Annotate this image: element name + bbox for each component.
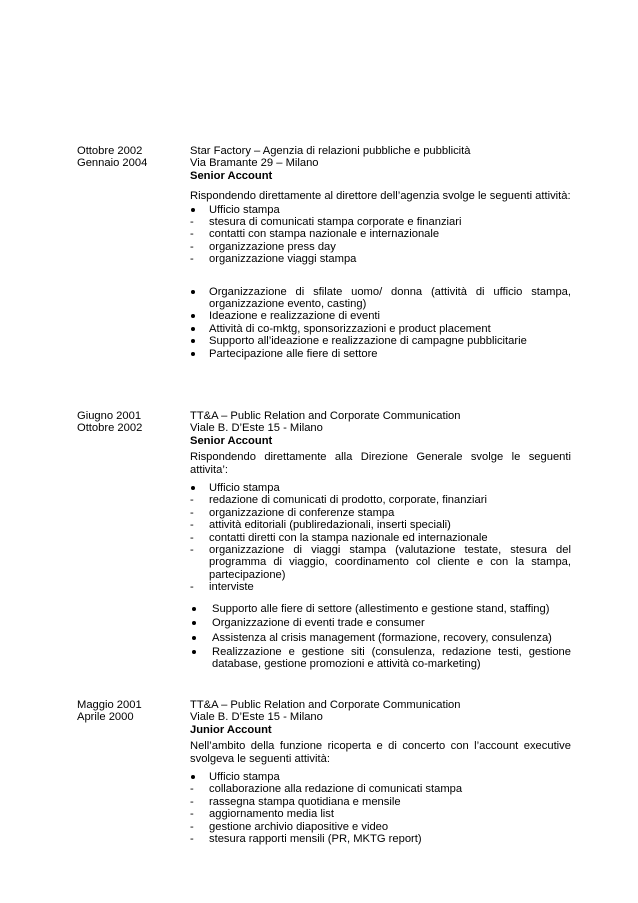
list-item: Supporto alle fiere di settore (allestimento e gestione stand, staffing) xyxy=(212,602,550,615)
list-item: Organizzazione di eventi trade e consumer xyxy=(212,617,425,630)
list-item: aggiornamento media list xyxy=(209,808,334,821)
list-item: Ufficio stampa xyxy=(209,771,280,784)
list-item: Ufficio stampa xyxy=(209,482,280,495)
job-role: Senior Account xyxy=(190,434,273,447)
list-item: Realizzazione e gestione siti (consulenza, redazione testi, gestione database, gestione promozioni e attività co-marketing) xyxy=(212,645,571,671)
list-item: Ideazione e realizzazione di eventi xyxy=(209,310,381,323)
job-role: Junior Account xyxy=(190,723,272,736)
company-address: Via Bramante 29 – Milano xyxy=(190,157,319,170)
list-item: Assistenza al crisis management (formazione, recovery, consulenza) xyxy=(212,631,552,644)
company-name: TT&A – Public Relation and Corporate Communication xyxy=(190,410,461,422)
list-item: Ufficio stampa xyxy=(209,203,280,216)
list-item: interviste xyxy=(209,581,254,594)
activity-list xyxy=(190,482,571,594)
list-item: organizzazione viaggi stampa xyxy=(209,253,357,266)
entry-content xyxy=(190,410,571,671)
list-item: attività editoriali (publiredazionali, inserti speciali) xyxy=(209,519,451,532)
date-from: Maggio 2001 xyxy=(77,699,142,711)
entry-dates xyxy=(77,410,187,435)
company-address: Viale B. D’Este 15 - Milano xyxy=(190,711,323,724)
list-item: organizzazione press day xyxy=(209,240,336,253)
entry-content xyxy=(190,699,571,845)
list-item: stesura di comunicati stampa corporate e finanziari xyxy=(209,216,462,229)
activity-list xyxy=(190,286,571,360)
list-item: rassegna stampa quotidiana e mensile xyxy=(209,795,401,808)
list-item: collaborazione alla redazione di comunicati stampa xyxy=(209,783,463,796)
list-item: Partecipazione alle fiere di settore xyxy=(209,347,378,360)
role-intro: Nell’ambito della funzione ricoperta e di concerto con l’account executive svolgeva le seguenti attività: xyxy=(190,740,571,765)
date-to: Ottobre 2002 xyxy=(77,422,143,435)
entry-content xyxy=(190,145,571,360)
list-item: Supporto all’ideazione e realizzazione di campagne pubblicitarie xyxy=(209,335,527,348)
entry-dates xyxy=(77,145,187,170)
company-name: Star Factory – Agenzia di relazioni pubbliche e pubblicità xyxy=(190,145,471,157)
entry-dates xyxy=(77,699,187,724)
list-item: contatti diretti con la stampa nazionale ed internazionale xyxy=(209,531,488,544)
list-item: gestione archivio diapositive e video xyxy=(209,820,389,833)
date-from: Ottobre 2002 xyxy=(77,145,143,157)
date-from: Giugno 2001 xyxy=(77,410,142,422)
date-to: Gennaio 2004 xyxy=(77,157,148,170)
company-name: TT&A – Public Relation and Corporate Communication xyxy=(190,699,461,711)
list-item: organizzazione di viaggi stampa (valutazione testate, stesura del programma di viaggio, coordinamento col cliente e con la stampa, partecipazione) xyxy=(209,544,571,581)
list-item: organizzazione di conferenze stampa xyxy=(209,506,395,519)
activity-list xyxy=(190,204,571,266)
role-intro: Rispondendo direttamente al direttore dell’agenzia svolge le seguenti attività: xyxy=(190,190,571,203)
list-item: contatti con stampa nazionale e internazionale xyxy=(209,228,440,241)
activity-list xyxy=(190,771,571,845)
list-item: redazione di comunicati di prodotto, corporate, finanziari xyxy=(209,494,487,507)
list-item: Attività di co-mktg, sponsorizzazioni e product placement xyxy=(209,322,491,335)
list-item: stesura rapporti mensili (PR, MKTG report) xyxy=(209,833,422,846)
date-to: Aprile 2000 xyxy=(77,711,134,724)
list-item: Organizzazione di sfilate uomo/ donna (attività di ufficio stampa, organizzazione evento, casting) xyxy=(209,285,571,311)
job-role: Senior Account xyxy=(190,169,273,182)
company-address: Viale B. D’Este 15 - Milano xyxy=(190,422,323,435)
activity-list xyxy=(190,603,571,671)
role-intro: Rispondendo direttamente alla Direzione Generale svolge le seguenti attivita’: xyxy=(190,451,571,476)
